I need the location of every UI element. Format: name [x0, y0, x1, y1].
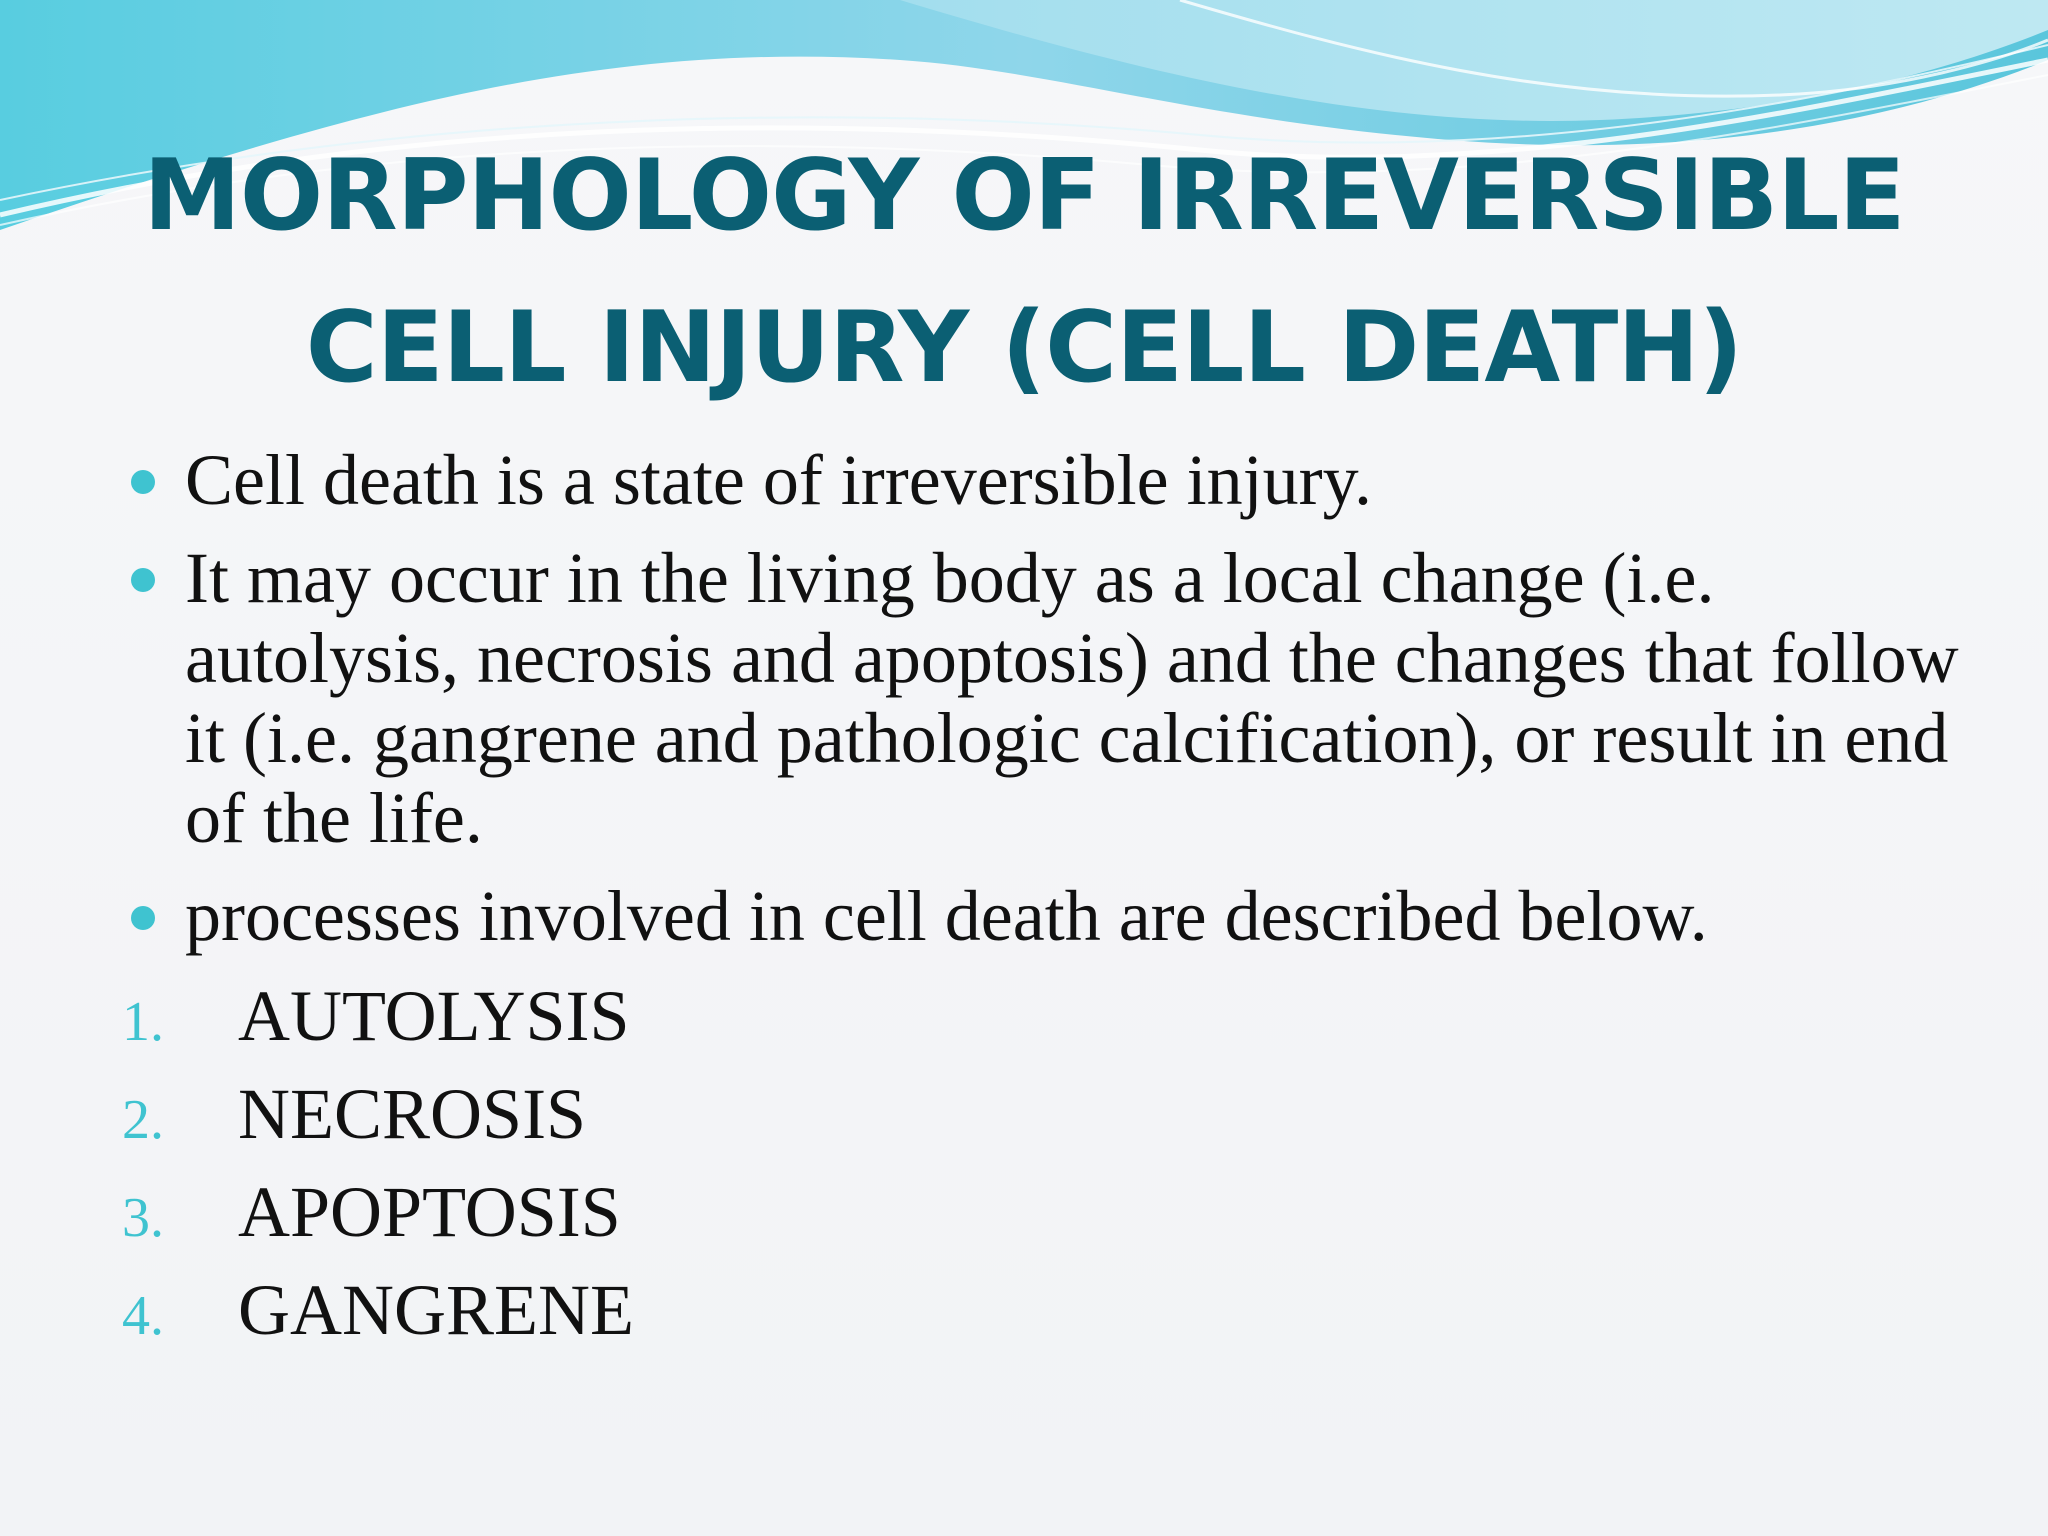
bullet-dot-icon	[131, 470, 155, 494]
slide-title	[80, 120, 1968, 424]
bullet-item	[125, 440, 1975, 520]
bullet-list	[125, 440, 1975, 974]
numbered-marker: 4.	[122, 1285, 164, 1347]
numbered-text: GANGRENE	[238, 1270, 634, 1350]
bullet-item	[125, 538, 1975, 858]
numbered-marker: 2.	[122, 1089, 164, 1151]
numbered-text: AUTOLYSIS	[238, 976, 630, 1056]
slide-title-line-2: CELL INJURY (CELL DEATH)	[305, 291, 1743, 405]
bullet-text: It may occur in the living body as a local change (i.e. autolysis, necrosis and apoptosis) and the changes that follow it (i.e. gangrene and pathologic calcification), or result in end of the life.	[185, 538, 1959, 858]
bullet-dot-icon	[131, 568, 155, 592]
bullet-item	[125, 876, 1975, 956]
numbered-marker: 3.	[122, 1187, 164, 1249]
bullet-text: processes involved in cell death are described below.	[185, 876, 1708, 956]
numbered-text: APOPTOSIS	[238, 1172, 621, 1252]
numbered-text: NECROSIS	[238, 1074, 587, 1154]
slide-title-line-1: MORPHOLOGY OF IRREVERSIBLE	[143, 139, 1905, 253]
bullet-dot-icon	[131, 906, 155, 930]
bullet-text: Cell death is a state of irreversible injury.	[185, 440, 1372, 520]
numbered-marker: 1.	[122, 991, 164, 1053]
